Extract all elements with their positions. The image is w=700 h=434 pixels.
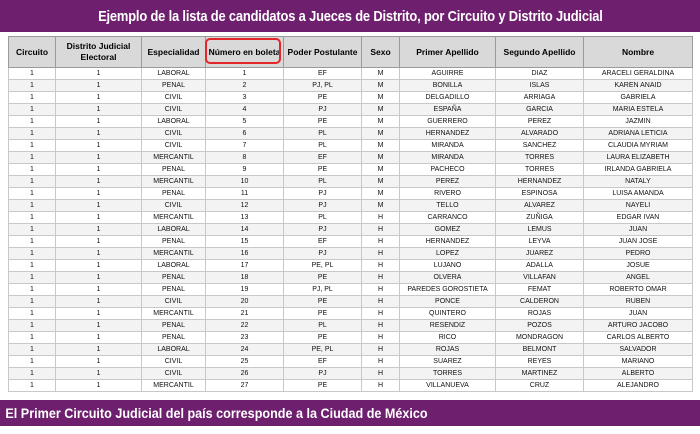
distrito-cell: 1 — [56, 368, 142, 380]
distrito-cell: 1 — [56, 68, 142, 80]
nombre-cell: CLAUDIA MYRIAM — [584, 140, 693, 152]
table-row — [9, 284, 693, 296]
especialidad-cell: LABORAL — [142, 224, 206, 236]
circuito-cell: 1 — [9, 260, 56, 272]
distrito-cell: 1 — [56, 380, 142, 392]
nombre-cell: JUAN JOSE — [584, 236, 693, 248]
table-row — [9, 236, 693, 248]
circuito-cell: 1 — [9, 92, 56, 104]
sexo-cell: H — [362, 380, 400, 392]
table-row — [9, 380, 693, 392]
poder-postulante-cell: PE — [284, 296, 362, 308]
numero-boleta-cell: 2 — [206, 80, 284, 92]
table-row — [9, 92, 693, 104]
circuito-cell: 1 — [9, 332, 56, 344]
segundo-apellido-cell: CRUZ — [496, 380, 584, 392]
poder-postulante-cell: PE — [284, 332, 362, 344]
circuito-cell: 1 — [9, 308, 56, 320]
distrito-cell: 1 — [56, 308, 142, 320]
especialidad-cell: PENAL — [142, 284, 206, 296]
nombre-cell: ROBERTO OMAR — [584, 284, 693, 296]
nombre-cell: LUISA AMANDA — [584, 188, 693, 200]
circuito-cell: 1 — [9, 128, 56, 140]
table-row — [9, 272, 693, 284]
sexo-cell: M — [362, 200, 400, 212]
circuito-cell: 1 — [9, 272, 56, 284]
primer-apellido-cell: OLVERA — [400, 272, 496, 284]
circuito-cell: 1 — [9, 80, 56, 92]
nombre-cell: ARTURO JACOBO — [584, 320, 693, 332]
sexo-cell: H — [362, 356, 400, 368]
column-header-highlighted: Número en boleta — [206, 37, 284, 68]
numero-boleta-cell: 9 — [206, 164, 284, 176]
sexo-cell: H — [362, 344, 400, 356]
primer-apellido-cell: ROJAS — [400, 344, 496, 356]
primer-apellido-cell: HERNANDEZ — [400, 128, 496, 140]
numero-boleta-cell: 11 — [206, 188, 284, 200]
sexo-cell: H — [362, 248, 400, 260]
candidates-table — [8, 36, 693, 392]
sexo-cell: H — [362, 320, 400, 332]
primer-apellido-cell: PACHECO — [400, 164, 496, 176]
column-header: Primer Apellido — [400, 37, 496, 68]
segundo-apellido-cell: VILLAFAN — [496, 272, 584, 284]
column-header: Distrito Judicial Electoral — [56, 37, 142, 68]
poder-postulante-cell: PJ — [284, 104, 362, 116]
table-row — [9, 128, 693, 140]
numero-boleta-cell: 20 — [206, 296, 284, 308]
especialidad-cell: LABORAL — [142, 116, 206, 128]
distrito-cell: 1 — [56, 272, 142, 284]
sexo-cell: H — [362, 212, 400, 224]
primer-apellido-cell: GOMEZ — [400, 224, 496, 236]
poder-postulante-cell: PL — [284, 320, 362, 332]
poder-postulante-cell: EF — [284, 152, 362, 164]
circuito-cell: 1 — [9, 296, 56, 308]
circuito-cell: 1 — [9, 68, 56, 80]
poder-postulante-cell: EF — [284, 356, 362, 368]
numero-boleta-cell: 23 — [206, 332, 284, 344]
table-row — [9, 164, 693, 176]
especialidad-cell: LABORAL — [142, 68, 206, 80]
poder-postulante-cell: PE, PL — [284, 344, 362, 356]
nombre-cell: LAURA ELIZABETH — [584, 152, 693, 164]
table-row — [9, 344, 693, 356]
sexo-cell: M — [362, 164, 400, 176]
numero-boleta-cell: 12 — [206, 200, 284, 212]
especialidad-cell: MERCANTIL — [142, 212, 206, 224]
table-row — [9, 188, 693, 200]
distrito-cell: 1 — [56, 164, 142, 176]
distrito-cell: 1 — [56, 284, 142, 296]
especialidad-cell: CIVIL — [142, 296, 206, 308]
poder-postulante-cell: PE — [284, 308, 362, 320]
column-header: Poder Postulante — [284, 37, 362, 68]
numero-boleta-cell: 1 — [206, 68, 284, 80]
segundo-apellido-cell: MARTINEZ — [496, 368, 584, 380]
primer-apellido-cell: SUAREZ — [400, 356, 496, 368]
numero-boleta-cell: 22 — [206, 320, 284, 332]
poder-postulante-cell: PE — [284, 164, 362, 176]
especialidad-cell: PENAL — [142, 320, 206, 332]
segundo-apellido-cell: ARRIAGA — [496, 92, 584, 104]
column-header: Circuito — [9, 37, 56, 68]
primer-apellido-cell: AGUIRRE — [400, 68, 496, 80]
poder-postulante-cell: EF — [284, 68, 362, 80]
nombre-cell: ALEJANDRO — [584, 380, 693, 392]
table-row — [9, 224, 693, 236]
sexo-cell: H — [362, 284, 400, 296]
page-title: Ejemplo de la lista de candidatos a Jueces de Distrito, por Circuito y Distrito Judicial — [97, 7, 603, 25]
table-row — [9, 332, 693, 344]
nombre-cell: IRLANDA GABRIELA — [584, 164, 693, 176]
sexo-cell: M — [362, 176, 400, 188]
nombre-cell: NAYELI — [584, 200, 693, 212]
nombre-cell: MARIA ESTELA — [584, 104, 693, 116]
segundo-apellido-cell: MONDRAGON — [496, 332, 584, 344]
segundo-apellido-cell: ZUÑIGA — [496, 212, 584, 224]
distrito-cell: 1 — [56, 356, 142, 368]
numero-boleta-cell: 7 — [206, 140, 284, 152]
poder-postulante-cell: PL — [284, 176, 362, 188]
table-row — [9, 140, 693, 152]
sexo-cell: M — [362, 140, 400, 152]
poder-postulante-cell: PE — [284, 380, 362, 392]
segundo-apellido-cell: DIAZ — [496, 68, 584, 80]
candidates-table-container — [8, 36, 692, 392]
sexo-cell: M — [362, 80, 400, 92]
nombre-cell: JOSUE — [584, 260, 693, 272]
numero-boleta-cell: 16 — [206, 248, 284, 260]
segundo-apellido-cell: HERNANDEZ — [496, 176, 584, 188]
distrito-cell: 1 — [56, 176, 142, 188]
sexo-cell: M — [362, 128, 400, 140]
table-row — [9, 80, 693, 92]
sexo-cell: M — [362, 188, 400, 200]
distrito-cell: 1 — [56, 188, 142, 200]
circuito-cell: 1 — [9, 140, 56, 152]
table-row — [9, 296, 693, 308]
poder-postulante-cell: PJ — [284, 200, 362, 212]
distrito-cell: 1 — [56, 248, 142, 260]
title-banner — [0, 0, 700, 32]
numero-boleta-cell: 25 — [206, 356, 284, 368]
segundo-apellido-cell: TORRES — [496, 152, 584, 164]
nombre-cell: EDGAR IVAN — [584, 212, 693, 224]
segundo-apellido-cell: ROJAS — [496, 308, 584, 320]
numero-boleta-cell: 13 — [206, 212, 284, 224]
numero-boleta-cell: 27 — [206, 380, 284, 392]
table-row — [9, 104, 693, 116]
segundo-apellido-cell: SANCHEZ — [496, 140, 584, 152]
sexo-cell: H — [362, 272, 400, 284]
especialidad-cell: CIVIL — [142, 368, 206, 380]
column-header: Segundo Apellido — [496, 37, 584, 68]
distrito-cell: 1 — [56, 320, 142, 332]
poder-postulante-cell: PL — [284, 212, 362, 224]
numero-boleta-cell: 18 — [206, 272, 284, 284]
poder-postulante-cell: PE — [284, 272, 362, 284]
poder-postulante-cell: PJ — [284, 188, 362, 200]
primer-apellido-cell: TELLO — [400, 200, 496, 212]
primer-apellido-cell: RICO — [400, 332, 496, 344]
especialidad-cell: MERCANTIL — [142, 152, 206, 164]
primer-apellido-cell: QUINTERO — [400, 308, 496, 320]
circuito-cell: 1 — [9, 320, 56, 332]
nombre-cell: ADRIANA LETICIA — [584, 128, 693, 140]
nombre-cell: RUBEN — [584, 296, 693, 308]
circuito-cell: 1 — [9, 188, 56, 200]
circuito-cell: 1 — [9, 224, 56, 236]
distrito-cell: 1 — [56, 140, 142, 152]
especialidad-cell: PENAL — [142, 164, 206, 176]
primer-apellido-cell: MIRANDA — [400, 140, 496, 152]
nombre-cell: GABRIELA — [584, 92, 693, 104]
circuito-cell: 1 — [9, 368, 56, 380]
nombre-cell: MARIANO — [584, 356, 693, 368]
distrito-cell: 1 — [56, 116, 142, 128]
sexo-cell: M — [362, 92, 400, 104]
table-row — [9, 212, 693, 224]
nombre-cell: NATALY — [584, 176, 693, 188]
sexo-cell: M — [362, 104, 400, 116]
primer-apellido-cell: PEREZ — [400, 176, 496, 188]
circuito-cell: 1 — [9, 212, 56, 224]
especialidad-cell: PENAL — [142, 272, 206, 284]
circuito-cell: 1 — [9, 344, 56, 356]
sexo-cell: H — [362, 260, 400, 272]
table-row — [9, 368, 693, 380]
table-row — [9, 176, 693, 188]
circuito-cell: 1 — [9, 164, 56, 176]
poder-postulante-cell: PJ — [284, 248, 362, 260]
especialidad-cell: CIVIL — [142, 140, 206, 152]
poder-postulante-cell: PJ — [284, 224, 362, 236]
numero-boleta-cell: 3 — [206, 92, 284, 104]
nombre-cell: CARLOS ALBERTO — [584, 332, 693, 344]
distrito-cell: 1 — [56, 332, 142, 344]
nombre-cell: PEDRO — [584, 248, 693, 260]
table-row — [9, 248, 693, 260]
sexo-cell: M — [362, 152, 400, 164]
segundo-apellido-cell: JUAREZ — [496, 248, 584, 260]
primer-apellido-cell: DELGADILLO — [400, 92, 496, 104]
circuito-cell: 1 — [9, 200, 56, 212]
poder-postulante-cell: PJ, PL — [284, 284, 362, 296]
numero-boleta-cell: 4 — [206, 104, 284, 116]
poder-postulante-cell: PJ, PL — [284, 80, 362, 92]
numero-boleta-cell: 17 — [206, 260, 284, 272]
circuito-cell: 1 — [9, 152, 56, 164]
sexo-cell: H — [362, 308, 400, 320]
table-row — [9, 68, 693, 80]
circuito-cell: 1 — [9, 248, 56, 260]
distrito-cell: 1 — [56, 296, 142, 308]
especialidad-cell: CIVIL — [142, 356, 206, 368]
segundo-apellido-cell: CALDERON — [496, 296, 584, 308]
especialidad-cell: CIVIL — [142, 104, 206, 116]
distrito-cell: 1 — [56, 224, 142, 236]
segundo-apellido-cell: LEYVA — [496, 236, 584, 248]
primer-apellido-cell: HERNANDEZ — [400, 236, 496, 248]
sexo-cell: H — [362, 296, 400, 308]
primer-apellido-cell: GUERRERO — [400, 116, 496, 128]
primer-apellido-cell: CARRANCO — [400, 212, 496, 224]
column-header: Sexo — [362, 37, 400, 68]
numero-boleta-cell: 14 — [206, 224, 284, 236]
sexo-cell: H — [362, 368, 400, 380]
nombre-cell: ANGEL — [584, 272, 693, 284]
segundo-apellido-cell: ALVAREZ — [496, 200, 584, 212]
primer-apellido-cell: ESPAÑA — [400, 104, 496, 116]
table-row — [9, 320, 693, 332]
sexo-cell: M — [362, 68, 400, 80]
nombre-cell: JUAN — [584, 308, 693, 320]
circuito-cell: 1 — [9, 380, 56, 392]
distrito-cell: 1 — [56, 344, 142, 356]
poder-postulante-cell: PE — [284, 92, 362, 104]
nombre-cell: KAREN ANAID — [584, 80, 693, 92]
segundo-apellido-cell: REYES — [496, 356, 584, 368]
distrito-cell: 1 — [56, 128, 142, 140]
table-row — [9, 356, 693, 368]
distrito-cell: 1 — [56, 92, 142, 104]
distrito-cell: 1 — [56, 200, 142, 212]
numero-boleta-cell: 19 — [206, 284, 284, 296]
circuito-cell: 1 — [9, 176, 56, 188]
primer-apellido-cell: RIVERO — [400, 188, 496, 200]
segundo-apellido-cell: ISLAS — [496, 80, 584, 92]
numero-boleta-cell: 21 — [206, 308, 284, 320]
especialidad-cell: MERCANTIL — [142, 176, 206, 188]
sexo-cell: H — [362, 236, 400, 248]
sexo-cell: M — [362, 116, 400, 128]
circuito-cell: 1 — [9, 356, 56, 368]
numero-boleta-cell: 5 — [206, 116, 284, 128]
table-row — [9, 116, 693, 128]
numero-boleta-cell: 8 — [206, 152, 284, 164]
segundo-apellido-cell: FEMAT — [496, 284, 584, 296]
distrito-cell: 1 — [56, 152, 142, 164]
primer-apellido-cell: RESENDIZ — [400, 320, 496, 332]
table-header-row — [9, 37, 693, 68]
table-row — [9, 308, 693, 320]
especialidad-cell: LABORAL — [142, 260, 206, 272]
footer-caption: El Primer Circuito Judicial del país corresponde a la Ciudad de México — [5, 405, 428, 421]
especialidad-cell: MERCANTIL — [142, 380, 206, 392]
nombre-cell: JAZMIN — [584, 116, 693, 128]
especialidad-cell: PENAL — [142, 80, 206, 92]
circuito-cell: 1 — [9, 284, 56, 296]
segundo-apellido-cell: POZOS — [496, 320, 584, 332]
distrito-cell: 1 — [56, 236, 142, 248]
circuito-cell: 1 — [9, 236, 56, 248]
poder-postulante-cell: PJ — [284, 368, 362, 380]
nombre-cell: JUAN — [584, 224, 693, 236]
table-row — [9, 260, 693, 272]
segundo-apellido-cell: TORRES — [496, 164, 584, 176]
especialidad-cell: LABORAL — [142, 344, 206, 356]
segundo-apellido-cell: ESPINOSA — [496, 188, 584, 200]
primer-apellido-cell: LOPEZ — [400, 248, 496, 260]
numero-boleta-cell: 15 — [206, 236, 284, 248]
nombre-cell: ALBERTO — [584, 368, 693, 380]
segundo-apellido-cell: ALVARADO — [496, 128, 584, 140]
circuito-cell: 1 — [9, 116, 56, 128]
sexo-cell: H — [362, 332, 400, 344]
especialidad-cell: MERCANTIL — [142, 308, 206, 320]
especialidad-cell: CIVIL — [142, 200, 206, 212]
poder-postulante-cell: PE — [284, 116, 362, 128]
primer-apellido-cell: PAREDES GOROSTIETA — [400, 284, 496, 296]
especialidad-cell: PENAL — [142, 332, 206, 344]
distrito-cell: 1 — [56, 80, 142, 92]
segundo-apellido-cell: LEMUS — [496, 224, 584, 236]
segundo-apellido-cell: BELMONT — [496, 344, 584, 356]
primer-apellido-cell: MIRANDA — [400, 152, 496, 164]
table-row — [9, 200, 693, 212]
footer-banner — [0, 400, 700, 426]
numero-boleta-cell: 10 — [206, 176, 284, 188]
especialidad-cell: PENAL — [142, 188, 206, 200]
nombre-cell: ARACELI GERALDINA — [584, 68, 693, 80]
poder-postulante-cell: PE, PL — [284, 260, 362, 272]
distrito-cell: 1 — [56, 104, 142, 116]
column-header: Nombre — [584, 37, 693, 68]
distrito-cell: 1 — [56, 260, 142, 272]
especialidad-cell: MERCANTIL — [142, 248, 206, 260]
poder-postulante-cell: PL — [284, 140, 362, 152]
segundo-apellido-cell: GARCIA — [496, 104, 584, 116]
column-header: Especialidad — [142, 37, 206, 68]
poder-postulante-cell: EF — [284, 236, 362, 248]
especialidad-cell: CIVIL — [142, 92, 206, 104]
especialidad-cell: CIVIL — [142, 128, 206, 140]
nombre-cell: SALVADOR — [584, 344, 693, 356]
primer-apellido-cell: BONILLA — [400, 80, 496, 92]
segundo-apellido-cell: PEREZ — [496, 116, 584, 128]
numero-boleta-cell: 26 — [206, 368, 284, 380]
circuito-cell: 1 — [9, 104, 56, 116]
especialidad-cell: PENAL — [142, 236, 206, 248]
primer-apellido-cell: TORRES — [400, 368, 496, 380]
primer-apellido-cell: VILLANUEVA — [400, 380, 496, 392]
poder-postulante-cell: PL — [284, 128, 362, 140]
sexo-cell: H — [362, 224, 400, 236]
numero-boleta-cell: 6 — [206, 128, 284, 140]
segundo-apellido-cell: ADALLA — [496, 260, 584, 272]
primer-apellido-cell: LUJANO — [400, 260, 496, 272]
distrito-cell: 1 — [56, 212, 142, 224]
table-row — [9, 152, 693, 164]
primer-apellido-cell: PONCE — [400, 296, 496, 308]
numero-boleta-cell: 24 — [206, 344, 284, 356]
